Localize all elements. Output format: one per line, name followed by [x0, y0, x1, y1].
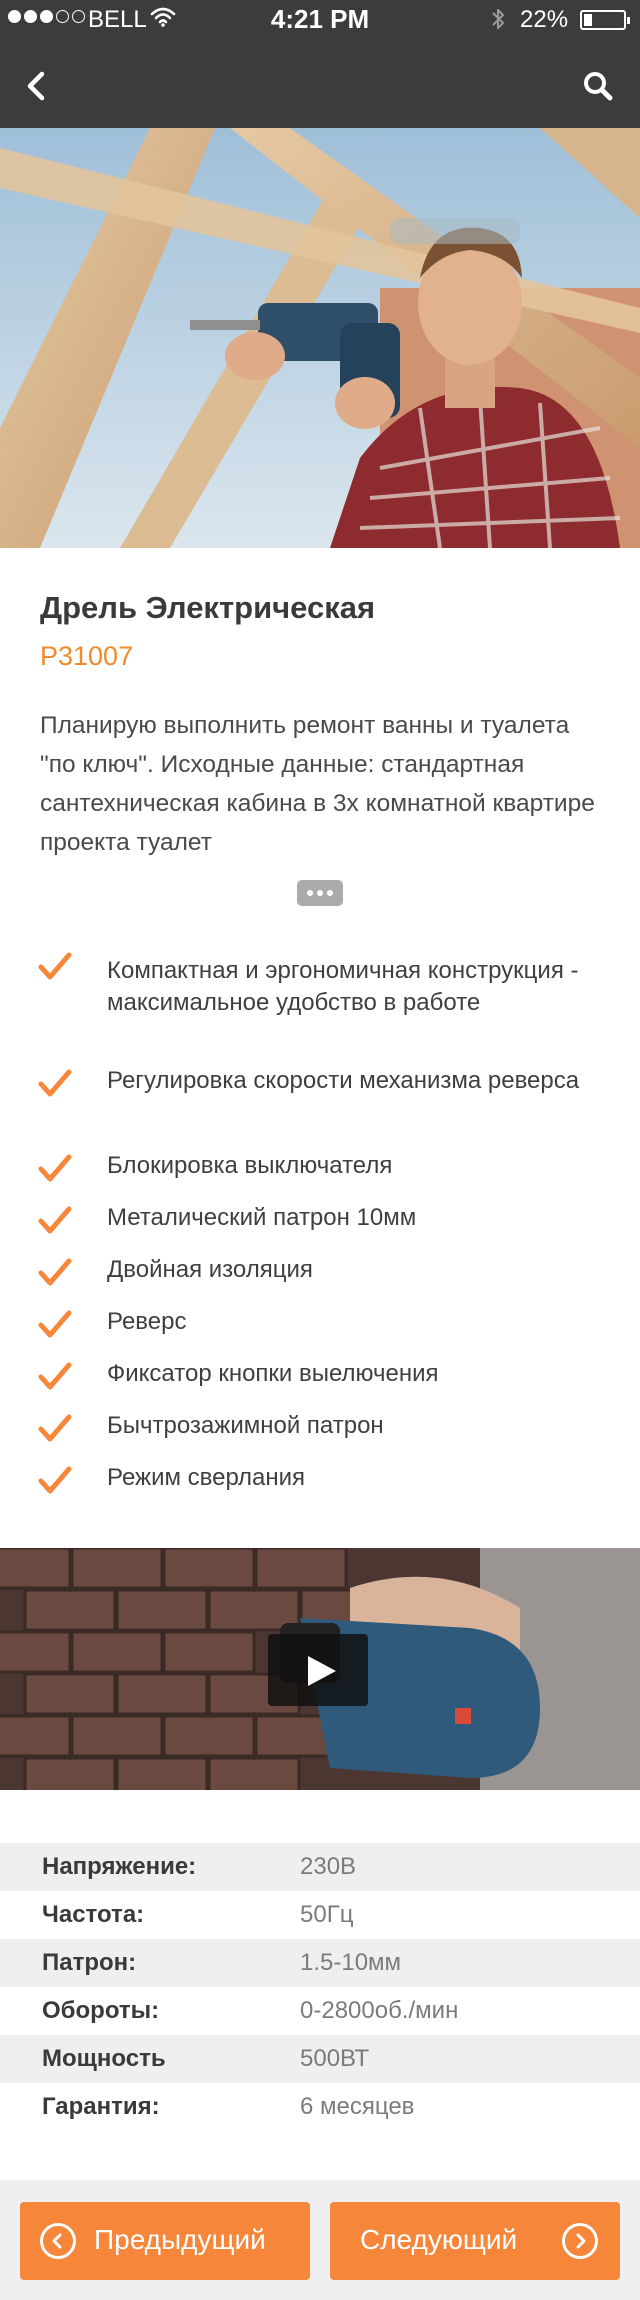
next-button[interactable]	[330, 2202, 620, 2280]
product-description: Планирую выполнить ремонт ванны и туалета "по ключ". Исходные данные: стандартная сантехническая кабина в 3х комнатной квартире проекта туалет	[40, 712, 595, 856]
feature-text: Блокировка выключателя	[107, 1152, 393, 1179]
spec-value: 230В	[300, 1853, 357, 1880]
previous-label: Предыдущий	[94, 2224, 266, 2255]
search-button[interactable]	[578, 64, 618, 108]
feature-text: Компактная и эргономичная конструкция - максимальное удобство в работе	[107, 957, 579, 1016]
spec-label: Обороты:	[42, 1997, 160, 2024]
feature-text: Фиксатор кнопки выелючения	[107, 1360, 439, 1387]
spec-label: Напряжение:	[42, 1853, 197, 1880]
play-button[interactable]	[268, 1634, 368, 1706]
status-time: 4:21 PM	[270, 4, 370, 34]
checkmark-icon	[38, 1069, 72, 1099]
chevron-left-circle-icon	[40, 2223, 76, 2259]
feature-text: Регулировка скорости механизма реверса	[107, 1067, 580, 1094]
table-row	[0, 1891, 640, 1939]
feature-text: Металический патрон 10мм	[107, 1204, 417, 1231]
battery-percent: 22%	[520, 6, 569, 33]
previous-button[interactable]	[20, 2202, 310, 2280]
spec-label: Частота:	[42, 1901, 145, 1928]
chevron-left-icon	[18, 64, 58, 108]
search-icon	[578, 64, 618, 108]
battery-icon	[580, 10, 626, 30]
checkmark-icon	[38, 1206, 72, 1236]
checkmark-icon	[38, 1310, 72, 1340]
next-label: Следующий	[360, 2224, 518, 2255]
spec-label: Гарантия:	[42, 2093, 160, 2120]
product-title: Дрель Электрическая	[40, 590, 376, 625]
feature-text: Бычтрозажимной патрон	[107, 1412, 384, 1439]
spec-value: 6 месяцев	[300, 2093, 415, 2120]
table-row	[0, 1987, 640, 2035]
checkmark-icon	[38, 1362, 72, 1392]
spec-value: 50Гц	[300, 1901, 354, 1928]
checkmark-icon	[38, 952, 72, 982]
table-row	[0, 2083, 640, 2131]
feature-text: Режим сверлания	[107, 1464, 306, 1491]
show-more-button[interactable]	[297, 880, 343, 906]
checkmark-icon	[38, 1414, 72, 1444]
spec-label: Мощность	[42, 2045, 166, 2072]
chevron-right-circle-icon	[562, 2223, 598, 2259]
bluetooth-icon	[490, 6, 506, 39]
spec-value: 1.5-10мм	[300, 1949, 402, 1976]
carrier-name: BELL	[88, 6, 147, 33]
checkmark-icon	[38, 1154, 72, 1184]
product-code: P31007	[40, 641, 134, 671]
status-bar	[0, 0, 640, 40]
table-row	[0, 2035, 640, 2083]
checkmark-icon	[38, 1258, 72, 1288]
product-hero-image	[0, 128, 640, 548]
table-row	[0, 1939, 640, 1987]
spec-value: 0-2800об./мин	[300, 1997, 459, 2024]
back-button[interactable]	[18, 64, 58, 108]
checkmark-icon	[38, 1466, 72, 1496]
feature-text: Двойная изоляция	[107, 1256, 313, 1283]
spec-value: 500ВТ	[300, 2045, 370, 2072]
spec-label: Патрон:	[42, 1949, 137, 1976]
ellipsis-icon	[307, 890, 313, 896]
top-bar	[0, 0, 640, 128]
feature-text: Реверс	[107, 1308, 187, 1335]
table-row	[0, 1843, 640, 1891]
